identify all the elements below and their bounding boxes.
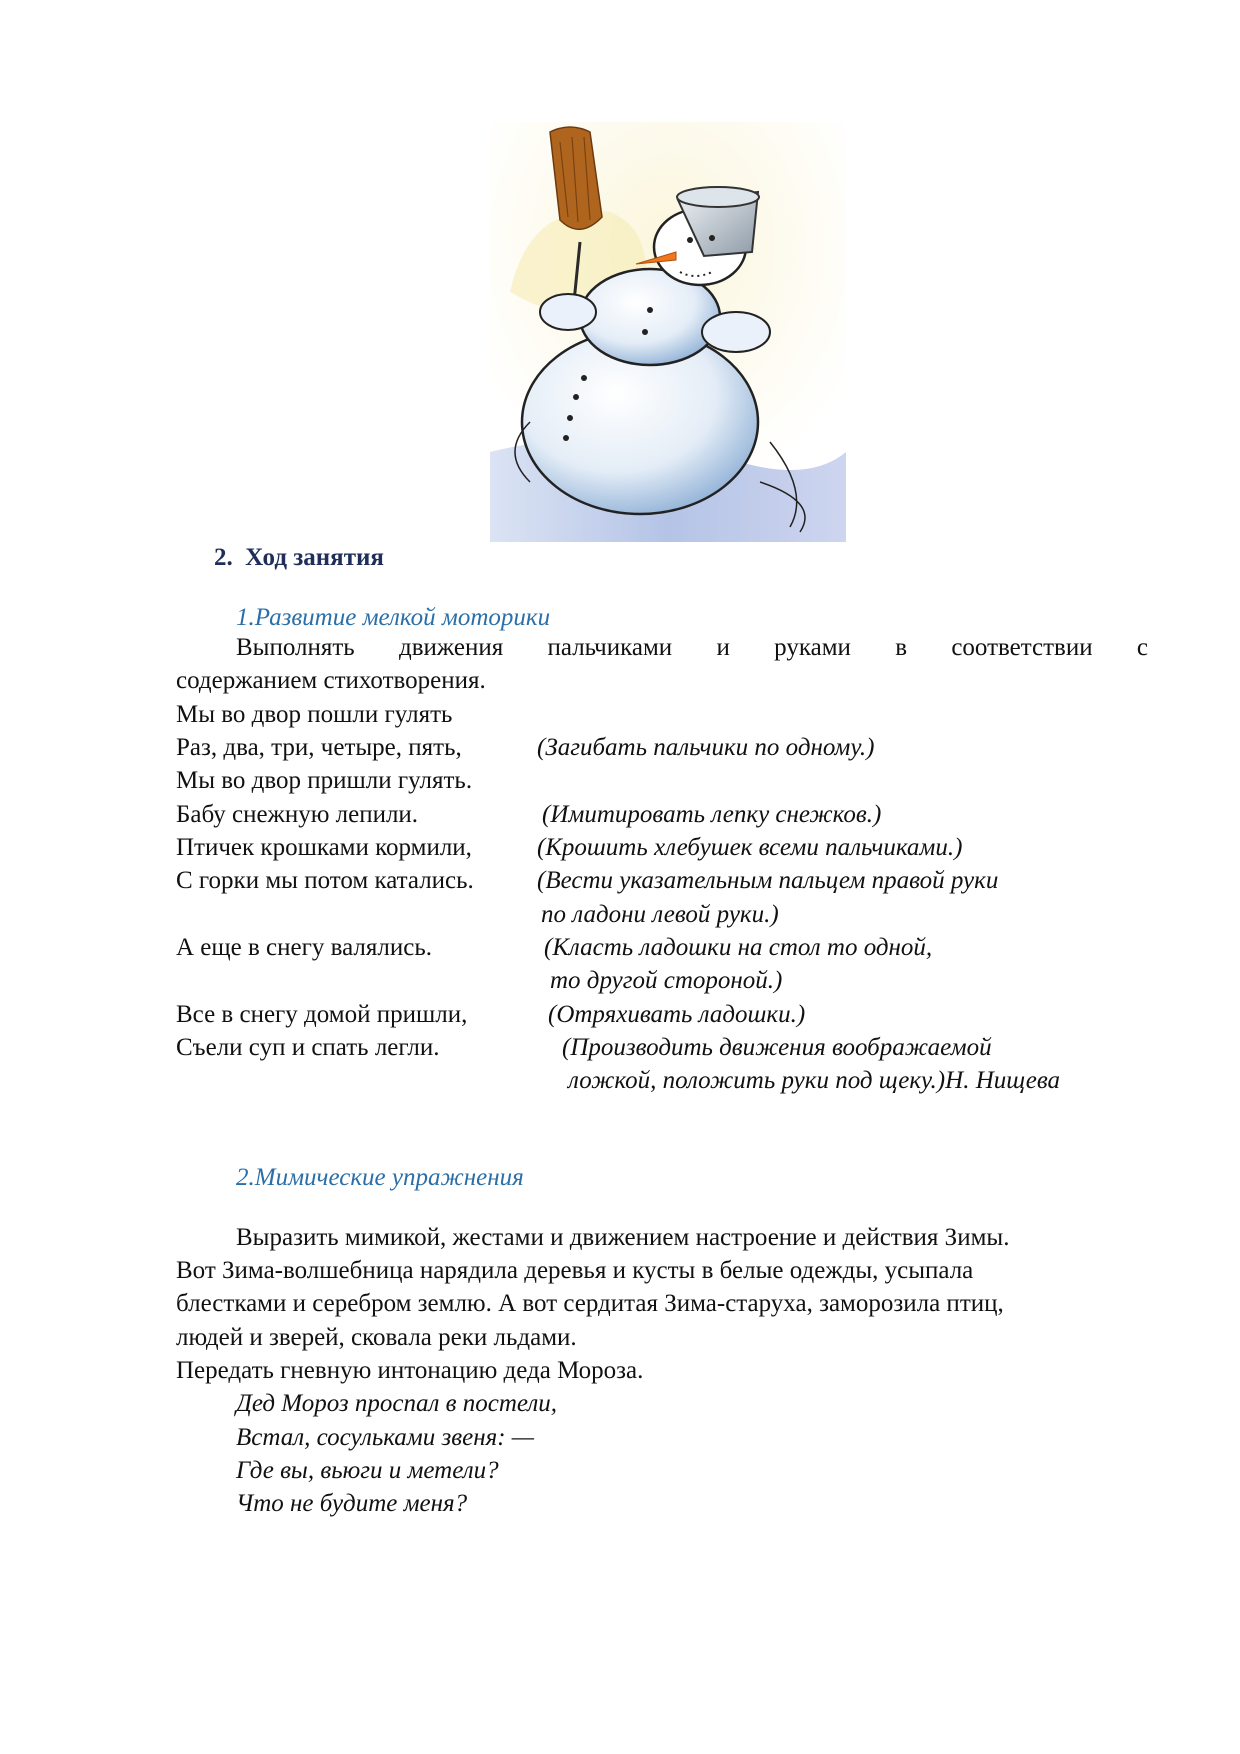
snowman-button <box>642 329 648 335</box>
intro-word: с <box>1136 634 1148 661</box>
snowman-button <box>567 415 573 421</box>
poem-line: Где вы, вьюги и метели? <box>236 1457 499 1484</box>
verse-line: А еще в снегу валялись. <box>176 934 432 961</box>
verse-line: Бабу снежную лепили. <box>176 801 419 828</box>
intro-word: руками <box>774 634 851 661</box>
action-note: (Отряхивать ладошки.) <box>548 1001 806 1028</box>
subsection-2-title: 2.Мимические упражнения <box>236 1164 524 1191</box>
section-heading <box>214 543 384 573</box>
sub2-paragraph-line: Выразить мимикой, жестами и движением настроение и действия Зимы. <box>236 1224 1010 1251</box>
snowman-illustration <box>490 122 846 542</box>
action-note: (Загибать пальчики по одному.) <box>537 734 875 761</box>
intro-word: движения <box>399 634 504 661</box>
intro-word: и <box>716 634 730 661</box>
sub2-paragraph-line: Передать гневную интонацию деда Мороза. <box>176 1357 644 1384</box>
verse-line: С горки мы потом катались. <box>176 867 474 894</box>
section-number: 2. <box>214 544 233 571</box>
poem-line: Дед Мороз проспал в постели, <box>236 1390 558 1417</box>
sub1-intro-line2: содержанием стихотворения. <box>176 667 486 694</box>
action-note: (Имитировать лепку снежков.) <box>542 801 882 828</box>
verse-line: Съели суп и спать легли. <box>176 1034 440 1061</box>
action-note: то другой стороной.) <box>550 967 783 994</box>
verse-line: Раз, два, три, четыре, пять, <box>176 734 462 761</box>
verse-line: Мы во двор пришли гулять. <box>176 767 473 794</box>
intro-word: соответствии <box>951 634 1093 661</box>
snowman-button <box>573 394 579 400</box>
poem-line: Встал, сосульками звеня: — <box>236 1424 535 1451</box>
snowman-right-arm <box>702 312 770 352</box>
action-note: (Крошить хлебушек всеми пальчиками.) <box>537 834 963 861</box>
action-note: по ладони левой руки.) <box>541 901 779 928</box>
subsection-1-title: 1.Развитие мелкой моторики <box>236 604 551 631</box>
action-note: ложкой, положить руки под щеку.)Н. Нищева <box>568 1067 1061 1094</box>
snowman-button <box>581 375 587 381</box>
verse-line: Все в снегу домой пришли, <box>176 1001 468 1028</box>
snowman-left-arm <box>540 294 596 330</box>
snowman-button <box>647 307 653 313</box>
sub1-intro-line1 <box>236 633 1148 663</box>
snowman-eye <box>709 235 715 241</box>
action-note: (Вести указательным пальцем правой руки <box>537 867 999 894</box>
sub2-paragraph-line: Вот Зима-волшебница нарядила деревья и кусты в белые одежды, усыпала <box>176 1257 974 1284</box>
sub2-paragraph-line: блестками и серебром землю. А вот сердитая Зима-старуха, заморозила птиц, <box>176 1290 1004 1317</box>
intro-word: пальчиками <box>547 634 673 661</box>
intro-word: Выполнять <box>236 634 355 661</box>
verse-line: Мы во двор пошли гулять <box>176 701 453 728</box>
verse-line: Птичек крошками кормили, <box>176 834 472 861</box>
snowman-eye <box>687 237 693 243</box>
snowman-button <box>563 435 569 441</box>
action-note: (Производить движения воображаемой <box>562 1034 992 1061</box>
action-note: (Класть ладошки на стол то одной, <box>544 934 933 961</box>
sub2-paragraph-line: людей и зверей, сковала реки льдами. <box>176 1324 577 1351</box>
intro-word: в <box>895 634 908 661</box>
section-title: Ход занятия <box>245 544 384 571</box>
poem-line: Что не будите меня? <box>236 1490 468 1517</box>
